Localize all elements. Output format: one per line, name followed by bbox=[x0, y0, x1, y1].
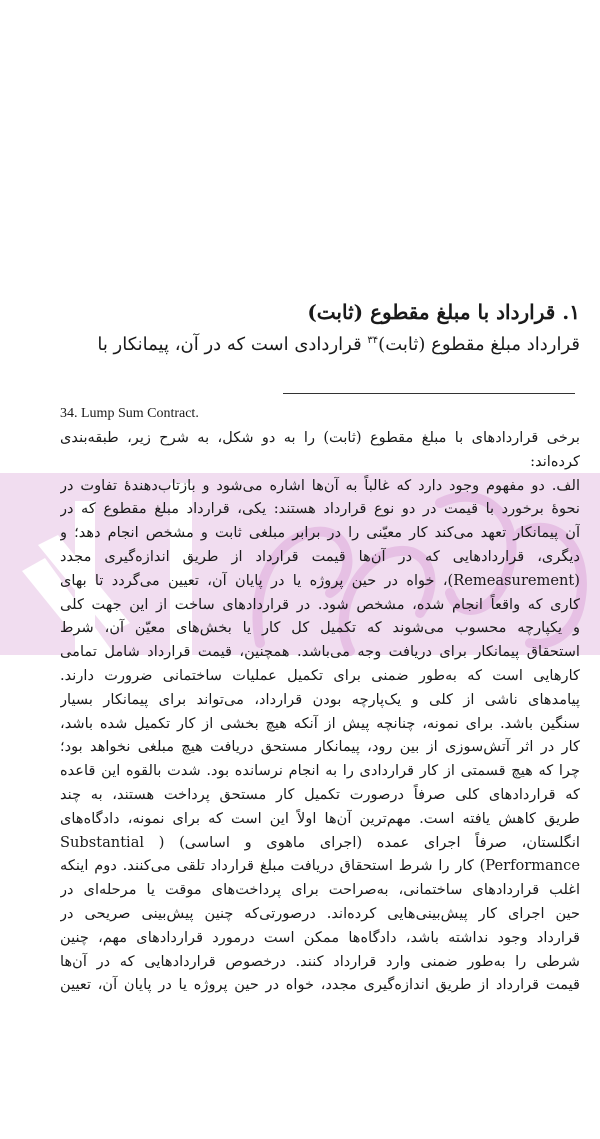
body-line-list-a: الف. دو مفهوم وجود دارد که غالباً به آن‌ها اشاره می‌شود و بازتاب‌دهندۀ تفاوت در bbox=[60, 476, 580, 494]
section-heading-text: ۱. قرارداد با مبلغ مقطوع (ثابت) bbox=[307, 300, 580, 324]
body-line: حین اجرای کار پیش‌بینی‌هایی کرده‌اند. درصورتی‌که چنین پیش‌بینی صریحی در bbox=[60, 904, 580, 922]
body-line: قرارداد وجود نداشته باشد، دادگاه‌ها ممکن است درمورد قراردادهای مهم، چنین bbox=[60, 928, 580, 946]
intro-after-ref: قراردادی است که در آن، پیمانکار با bbox=[97, 334, 362, 355]
intro-line bbox=[60, 330, 580, 360]
body-line: که قراردادهای کلی صرفاً درصورت تکمیل کار مستحق پرداخت هستند، به چند bbox=[60, 785, 580, 803]
body-line: انگلستان، صرفاً اجرای عمده (اجرای ماهوی و اساسی) ( Substantial bbox=[60, 833, 580, 851]
body-line: استحقاق پیمانکار برای دریافت وجه می‌باشد. همچنین، قیمت قرارداد شامل تمامی bbox=[60, 643, 580, 661]
footnote-divider bbox=[283, 393, 575, 394]
body-line: کار در اثر آتش‌سوزی از بین رود، پیمانکار مستحق دریافت هیچ مبلغی نخواهد بود؛ bbox=[60, 738, 580, 756]
body-line: Performance) کار را شرط استحقاق دریافت مبلغ قرارداد تلقی می‌کنند. دوم اینکه bbox=[60, 857, 580, 875]
body-line: نحوۀ برخورد با قیمت در دو نوع قرارداد هستند: یکی، قرارداد مبلغ مقطوع که در bbox=[60, 500, 580, 518]
section-heading bbox=[60, 296, 580, 328]
document-page bbox=[60, 0, 580, 1139]
body-line: شرطی را به‌طور ضمنی وارد قرارداد کنند. درخصوص قراردادهایی که در آن‌ها bbox=[60, 952, 580, 970]
body-paragraph bbox=[60, 426, 580, 997]
body-line: پیامدهای ناشی از کلی و یک‌پارچه بودن قرارداد، می‌تواند برای پیمانکار بسیار bbox=[60, 690, 580, 708]
body-line: سنگین باشد. برای نمونه، چنانچه پیش از آنکه هیچ بخشی از کار تکمیل شده باشد، bbox=[60, 714, 580, 732]
body-line: و یکپارچه محسوب می‌شوند که تکمیل کل کار یا بخش‌های معیّن آن، شرط bbox=[60, 619, 580, 637]
body-line: چرا که هیچ قسمتی از کار قراردادی را به انجام نرسانده بود. شدت بالقوه این قاعده bbox=[60, 762, 580, 780]
body-line: برخی قراردادهای با مبلغ مقطوع (ثابت) را به دو شکل، به شرح زیر، طبقه‌بندی bbox=[60, 429, 580, 446]
body-line: کارهایی است که به‌طور ضمنی برای تکمیل عملیات ساختمانی ضرورت دارند. bbox=[60, 666, 580, 684]
body-line: طریق کاهش یافته است. مهم‌ترین آن‌ها اولاً این است که برای نمونه، دادگاه‌های bbox=[60, 809, 580, 827]
body-line: قیمت قرارداد از طریق اندازه‌گیری مجدد، خواه در حین پروژه یا در پایان آن، تعیین bbox=[60, 976, 580, 994]
body-line: کرده‌اند: bbox=[530, 452, 580, 470]
footnote-reference[interactable]: ۳۴ bbox=[367, 335, 379, 346]
body-line: (Remeasurement)، خواه در حین پروژه یا در پایان آن، تعیین می‌گردد تا بهای bbox=[60, 571, 580, 589]
body-line: کاری که واقعاً انجام شده، مشخص شود. در قراردادهای ساخت از این جهت کلی bbox=[60, 595, 580, 613]
body-line: دیگری، قراردادهایی که در آن‌ها قیمت قرارداد از طریق اندازه‌گیری مجدد bbox=[60, 547, 580, 565]
intro-before-ref: قرارداد مبلغ مقطوع (ثابت) bbox=[378, 334, 580, 355]
body-line: اغلب قراردادهای ساختمانی، به‌صراحت برای پرداخت‌های موقت یا مرحله‌ای در bbox=[60, 881, 580, 899]
footnote-34: 34. Lump Sum Contract. bbox=[60, 406, 199, 421]
body-line: آن پیمانکار تعهد می‌کند کار معیّنی را در برابر مبلغی ثابت و مشخص انجام دهد؛ و bbox=[60, 524, 580, 542]
